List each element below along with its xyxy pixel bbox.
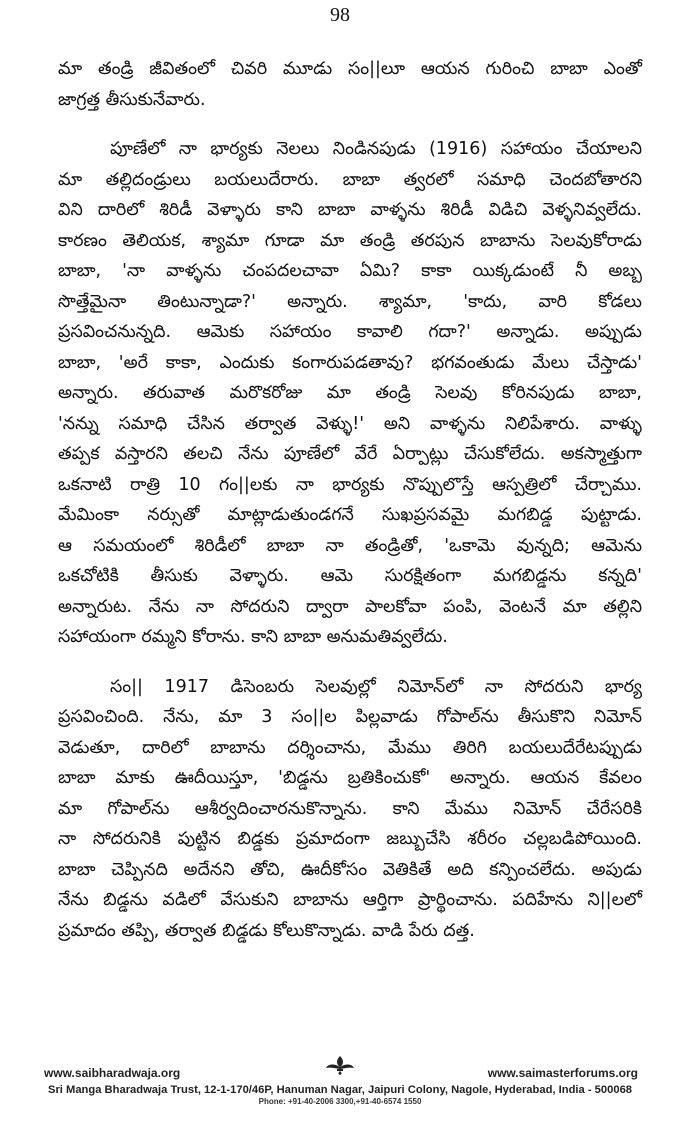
phone-numbers: Phone: +91-40-2006 3300,+91-40-6574 1550 xyxy=(258,1097,422,1106)
text-line: బాబా, 'నా వాళ్ళను చంపదలచావా ఏమి? కాకా యిక్కడుంటే నీ అబ్బ xyxy=(58,261,642,281)
text-line: ప్రమాదం తప్పి, తర్వాత బిడ్డడు కోలుకొన్నాడు. వాడి పేరు దత్త. xyxy=(58,920,475,941)
text-line: మా గోపాల్‌ను ఆశీర్వదించారనుకొన్నాను. కాని మేము నిమోన్ చేరేసరికి xyxy=(58,798,642,819)
text-line: నేను బిడ్డను వడిలో వేసుకుని బాబాను ఆర్తిగా ప్రార్థించాను. పదిహేను ని||లలో xyxy=(58,890,642,910)
text-line: జాగ్రత్త తీసుకునేవారు. xyxy=(58,89,206,110)
text-line: విని దారిలో శిరిడీ వెళ్ళారు కాని బాబా వాళ్ళను శిరిడీ విడిచి వెళ్ళనివ్వలేదు. xyxy=(58,200,642,220)
text-line: బాబా చెప్పినది అదేనని తోచి, ఊదీకోసం వెతికితే అది కన్పించలేదు. అపుడు xyxy=(58,859,642,880)
website-link-right[interactable]: www.saimasterforums.org xyxy=(487,1066,638,1080)
paragraph-2 xyxy=(58,134,642,653)
text-line: మేమింకా నర్సుతో మాట్లాడుతుండగనే సుఖప్రసవమై మగబిడ్డ పుట్టాడు. xyxy=(58,505,642,525)
text-line: అన్నారుట. నేను నా సోదరుని ద్వారా పాలకోవా పంపి, వెంటనే మా తల్లిని xyxy=(58,596,642,617)
text-line: వెడుతూ, దారిలో బాబాను దర్శించాను, మేము తిరిగి బయలుదేరేటప్పుడు xyxy=(58,737,642,758)
fleur-ornament-icon xyxy=(322,1054,358,1076)
text-line: ప్రసవించింది. నేను, మా 3 సం||ల పిల్లవాడు గోపాల్‌ను తీసుకొని నిమోన్ xyxy=(58,707,642,727)
text-line: మా తల్లిదండ్రులు బయలుదేరారు. బాబా త్వరలో సమాధి చెందబోతారని xyxy=(58,169,642,190)
text-line: అన్నారు. తరువాత మరొకరోజు మా తండ్రి సెలవు కోరినపుడు బాబా, xyxy=(58,383,642,403)
text-line: బాబా మాకు ఊదీయిస్తూ, 'బిడ్డను బ్రతికించుకో' అన్నారు. ఆయన కేవలం xyxy=(58,768,642,788)
page-number: 98 xyxy=(330,4,350,26)
page-footer xyxy=(0,1066,680,1106)
text-line: ఒకనాటి రాత్రి 10 గం||లకు నా భార్యకు నొప్పులొస్తే ఆస్పత్రిలో చేర్చాము. xyxy=(58,474,642,495)
text-line: కారణం తెలియక, శ్యామా గూడా మా తండ్రి తరపున బాబాను సెలవుకోరాడు xyxy=(58,230,642,251)
text-line: 'నన్ను సమాధి చేసిన తర్వాత వెళ్ళు!' అని వాళ్ళను నిలిపేశారు. వాళ్ళు xyxy=(58,413,642,434)
text-line: సహాయంగా రమ్మని కోరాను. కాని బాబా అనుమతివ్వలేదు. xyxy=(58,627,448,647)
body-text xyxy=(58,54,642,946)
text-line: ఒకచోటికి తీసుకు వెళ్ళారు. ఆమె సురక్షితంగా మగబిడ్డను కన్నది' xyxy=(58,566,642,586)
text-line: ఆ సమయంలో శిరిడీలో బాబా నా తండ్రితో, 'ఒకామె వున్నది; ఆమెను xyxy=(58,535,642,556)
text-line: పూణేలో నా భార్యకు నెలలు నిండినపుడు (1916) సహాయం చేయాలని xyxy=(110,139,642,159)
text-line: ప్రసవించనున్నది. ఆమెకు సహాయం కావాలి గదా?' అన్నాడు. అప్పుడు xyxy=(58,322,642,342)
paragraph-1 xyxy=(58,54,642,115)
text-line: బాబా, 'అరే కాకా, ఎందుకు కంగారుపడతావు? భగవంతుడు మేలు చేస్తాడు' xyxy=(58,352,642,373)
website-link-left[interactable]: www.saibharadwaja.org xyxy=(44,1066,181,1080)
text-line: మా తండ్రి జీవితంలో చివరి మూడు సం||లూ ఆయన గురించి బాబా ఎంతో xyxy=(58,59,642,79)
text-line: సం|| 1917 డిసెంబరు సెలవుల్లో నిమోన్‌లో నా సోదరుని భార్య xyxy=(110,676,642,697)
text-line: నా సోదరునికి పుట్టిన బిడ్డకు ప్రమాదంగా జబ్బుచేసి శరీరం చల్లబడిపోయింది. xyxy=(58,829,642,849)
paragraph-3 xyxy=(58,672,642,947)
text-line: తప్పక వస్తారని తలచి నేను పూణేలో వేరే ఏర్పాట్లు చేసుకోలేదు. అకస్మాత్తుగా xyxy=(58,444,642,464)
text-line: సొత్తేమైనా తింటున్నాడా?' అన్నారు. శ్యామా, 'కాదు, వారి కోడలు xyxy=(58,291,642,312)
trust-address: Sri Manga Bharadwaja Trust, 12-1-170/46P, Hanuman Nagar, Jaipuri Colony, Nagole, Hyderabad, India - 500068 xyxy=(47,1084,633,1096)
